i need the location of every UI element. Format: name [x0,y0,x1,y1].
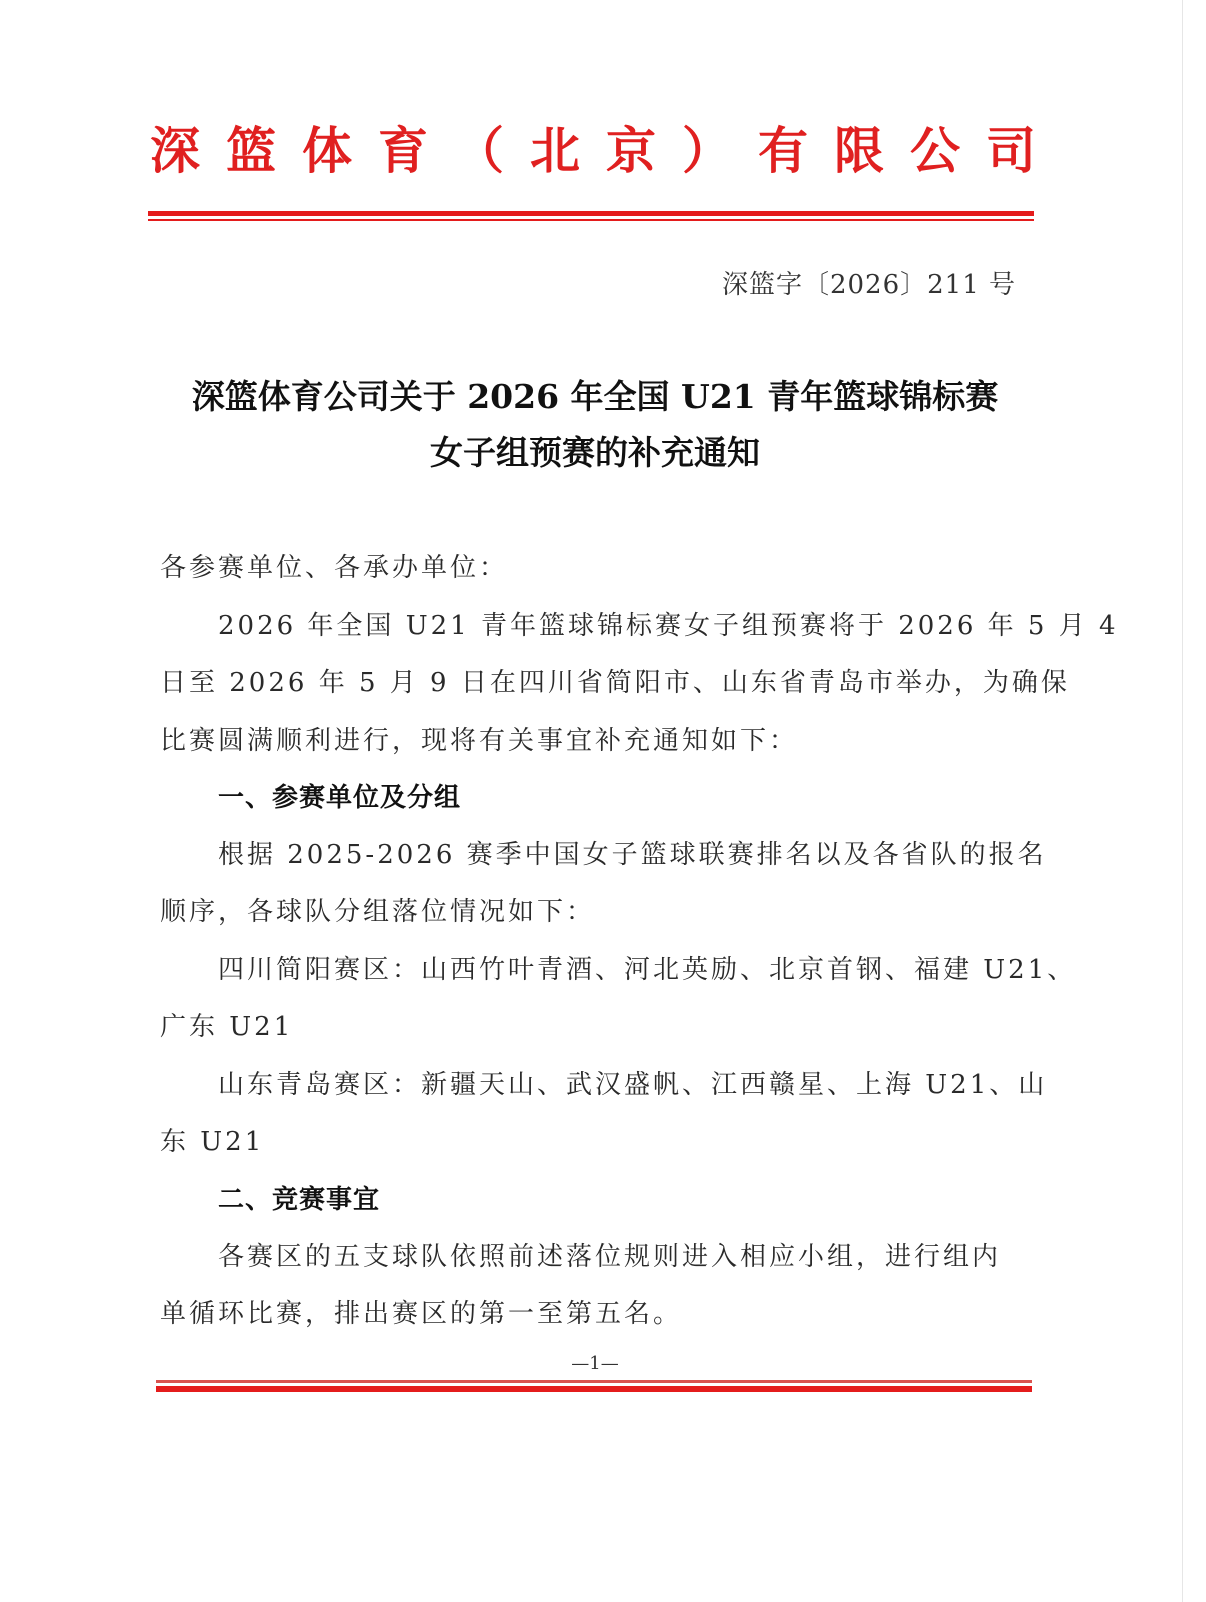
header-rule-thin [148,219,1034,221]
section-heading: 一、参赛单位及分组 [218,783,462,813]
section-heading: 二、竞赛事宜 [218,1185,381,1215]
body-line: 各赛区的五支球队依照前述落位规则进入相应小组，进行组内 [218,1242,1002,1272]
document-number: 深篮字〔2026〕211 号 [721,270,1016,300]
body-line: 东 U21 [160,1127,265,1157]
masthead-company-name: 深篮体育（北京）有限公司 [150,121,1062,180]
body-line: 四川简阳赛区：山西竹叶青酒、河北英励、北京首钢、福建 U21、 [218,955,1077,985]
body-line: 山东青岛赛区：新疆天山、武汉盛帆、江西赣星、上海 U21、山 [218,1070,1048,1100]
body-line: 比赛圆满顺利进行，现将有关事宜补充通知如下： [160,726,799,756]
body-line: 广东 U21 [160,1012,294,1042]
body-line: 日至 2026 年 5 月 9 日在四川省简阳市、山东省青岛市举办，为确保 [160,668,1070,698]
document-title-line-2: 女子组预赛的补充通知 [430,433,760,472]
body-line: 根据 2025-2026 赛季中国女子篮球联赛排名以及各省队的报名 [218,840,1047,870]
page-number: —1— [571,1353,619,1374]
body-line: 各参赛单位、各承办单位： [160,553,509,583]
header-rule-thick [148,211,1034,216]
footer-rule-thick [156,1386,1032,1392]
body-line: 2026 年全国 U21 青年篮球锦标赛女子组预赛将于 2026 年 5 月 4 [218,611,1119,641]
footer-rule-thin [156,1380,1032,1383]
document-title-line-1: 深篮体育公司关于 2026 年全国 U21 青年篮球锦标赛 [191,377,999,416]
body-line: 顺序，各球队分组落位情况如下： [160,897,596,927]
body-line: 单循环比赛，排出赛区的第一至第五名。 [160,1299,683,1329]
